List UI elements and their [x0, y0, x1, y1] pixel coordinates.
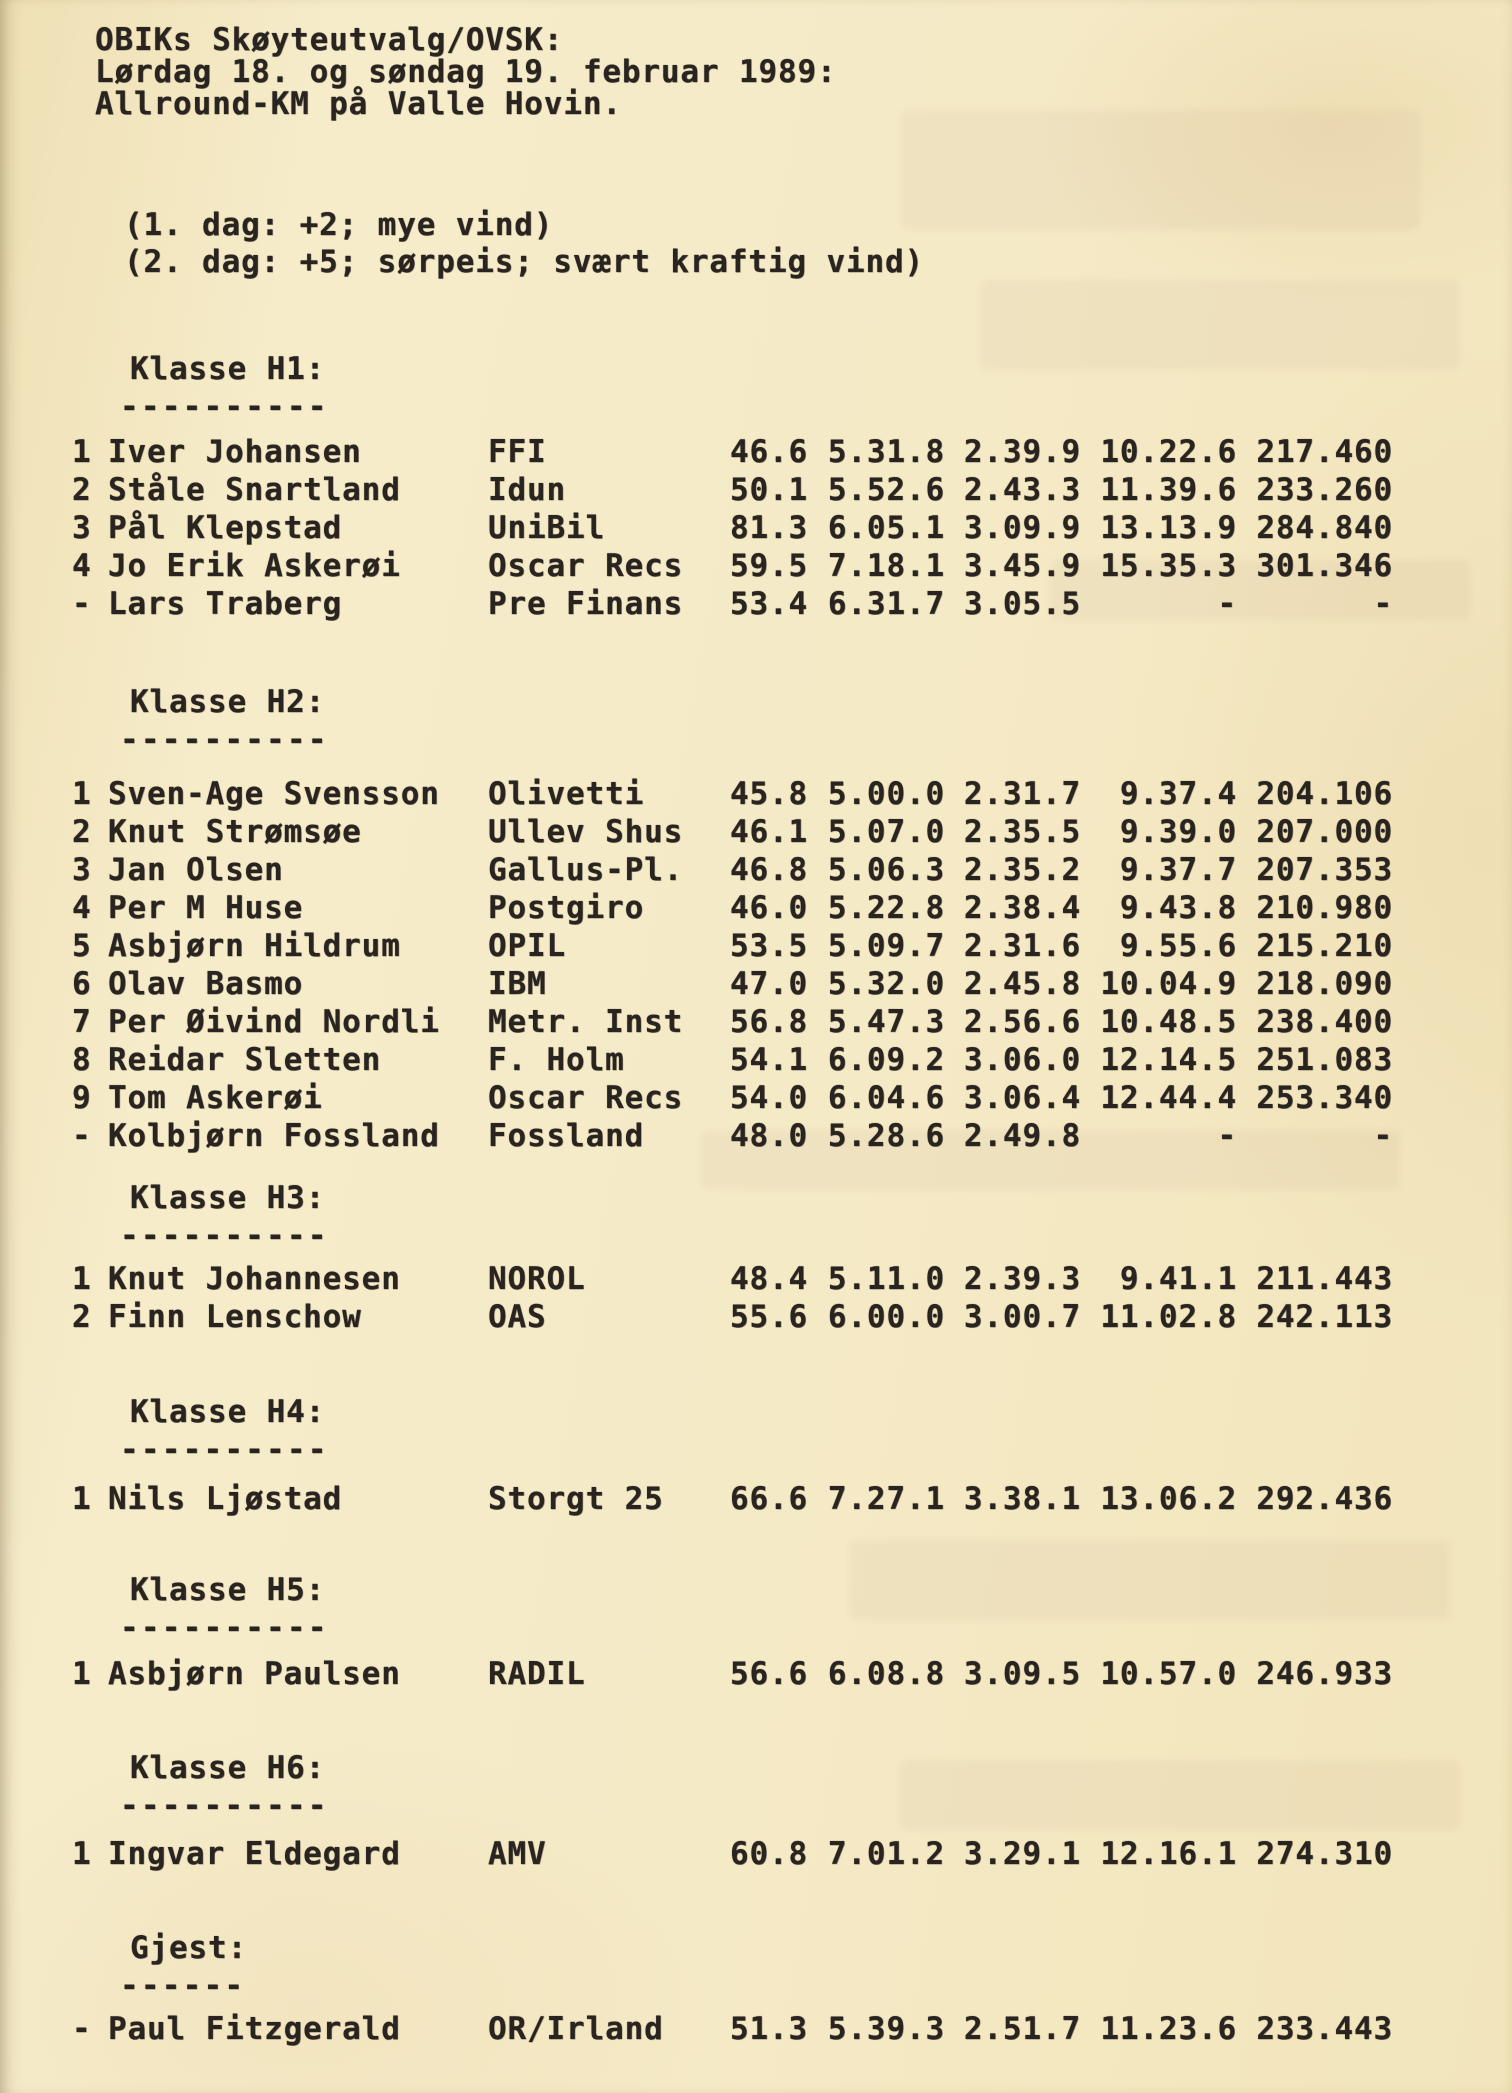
result-row	[72, 851, 1452, 889]
time-4: 9.37.7	[1119, 852, 1237, 888]
skater-name: Asbjørn Paulsen	[108, 1656, 401, 1692]
points: 246.933	[1256, 1656, 1393, 1692]
club: Postgiro	[488, 890, 645, 926]
points: 238.400	[1256, 1004, 1393, 1040]
rank: -	[72, 586, 92, 622]
heading-underline: ------	[120, 1968, 246, 2004]
time-4: 11.23.6	[1100, 2011, 1237, 2047]
time-4: -	[1217, 1118, 1237, 1154]
points: 274.310	[1256, 1836, 1393, 1872]
points: 207.000	[1256, 814, 1393, 850]
time-3: 3.09.9	[963, 510, 1081, 546]
time-3: 3.09.5	[963, 1656, 1081, 1692]
club: IBM	[488, 966, 547, 1002]
results-list	[72, 1655, 1452, 1693]
time-4: 10.48.5	[1100, 1004, 1237, 1040]
result-row	[72, 1079, 1452, 1117]
skater-name: Knut Strømsøe	[108, 814, 362, 850]
class-section-h2	[72, 683, 1452, 1155]
time-1: 46.0	[730, 890, 809, 926]
points: 284.840	[1256, 510, 1393, 546]
time-2: 6.31.7	[827, 586, 945, 622]
time-4: 13.13.9	[1100, 510, 1237, 546]
time-1: 81.3	[730, 510, 809, 546]
points: -	[1373, 1118, 1393, 1154]
club: OPIL	[488, 928, 567, 964]
club: Oscar Recs	[488, 1080, 684, 1116]
class-heading: Klasse H3:	[130, 1180, 326, 1216]
time-3: 3.05.5	[963, 586, 1081, 622]
time-2: 5.07.0	[827, 814, 945, 850]
rank: 1	[72, 1261, 92, 1297]
time-2: 5.52.6	[827, 472, 945, 508]
class-heading: Klasse H5:	[130, 1572, 326, 1608]
result-row	[72, 1298, 1452, 1336]
result-row	[72, 471, 1452, 509]
time-3: 2.38.4	[963, 890, 1081, 926]
club: Metr. Inst	[488, 1004, 684, 1040]
time-4: -	[1217, 586, 1237, 622]
class-heading: Klasse H1:	[130, 351, 326, 387]
time-1: 46.8	[730, 852, 809, 888]
time-3: 3.38.1	[963, 1481, 1081, 1517]
rank: 7	[72, 1004, 92, 1040]
heading-underline: ----------	[120, 1218, 329, 1254]
time-2: 7.18.1	[827, 548, 945, 584]
class-heading: Klasse H6:	[130, 1750, 326, 1786]
time-2: 5.32.0	[827, 966, 945, 1002]
time-2: 5.39.3	[827, 2011, 945, 2047]
heading-underline: ----------	[120, 1432, 329, 1468]
result-row	[72, 547, 1452, 585]
heading-underline: ----------	[120, 1788, 329, 1824]
club: Oscar Recs	[488, 548, 684, 584]
class-section-h4	[72, 1393, 1452, 1518]
time-4: 9.39.0	[1119, 814, 1237, 850]
time-3: 2.39.3	[963, 1261, 1081, 1297]
heading-underline: ----------	[120, 722, 329, 758]
skater-name: Paul Fitzgerald	[108, 2011, 401, 2047]
time-2: 7.27.1	[827, 1481, 945, 1517]
time-2: 5.06.3	[827, 852, 945, 888]
time-1: 66.6	[730, 1481, 809, 1517]
time-1: 46.1	[730, 814, 809, 850]
skater-name: Knut Johannesen	[108, 1261, 401, 1297]
rank: 1	[72, 434, 92, 470]
results-list	[72, 1835, 1452, 1873]
rank: 2	[72, 1299, 92, 1335]
rank: 1	[72, 1656, 92, 1692]
skater-name: Ingvar Eldegard	[108, 1836, 401, 1872]
result-row	[72, 1480, 1452, 1518]
rank: 4	[72, 548, 92, 584]
time-2: 6.09.2	[827, 1042, 945, 1078]
skater-name: Tom Askerøi	[108, 1080, 323, 1116]
class-section-h1	[72, 350, 1452, 623]
points: 233.443	[1256, 2011, 1393, 2047]
time-2: 6.04.6	[827, 1080, 945, 1116]
time-3: 2.45.8	[963, 966, 1081, 1002]
club: NOROL	[488, 1261, 586, 1297]
time-1: 47.0	[730, 966, 809, 1002]
rank: 3	[72, 510, 92, 546]
time-4: 12.14.5	[1100, 1042, 1237, 1078]
time-4: 13.06.2	[1100, 1481, 1237, 1517]
time-4: 12.16.1	[1100, 1836, 1237, 1872]
time-2: 5.28.6	[827, 1118, 945, 1154]
result-row	[72, 433, 1452, 471]
points: 215.210	[1256, 928, 1393, 964]
time-1: 60.8	[730, 1836, 809, 1872]
skater-name: Kolbjørn Fossland	[108, 1118, 440, 1154]
time-1: 56.6	[730, 1656, 809, 1692]
time-4: 11.02.8	[1100, 1299, 1237, 1335]
club: Ullev Shus	[488, 814, 684, 850]
time-1: 59.5	[730, 548, 809, 584]
class-section-h3	[72, 1179, 1452, 1336]
event-date: Lørdag 18. og søndag 19. februar 1989:	[95, 54, 837, 90]
club: AMV	[488, 1836, 547, 1872]
skater-name: Ståle Snartland	[108, 472, 401, 508]
club: Gallus-Pl.	[488, 852, 684, 888]
club: Pre Finans	[488, 586, 684, 622]
time-4: 11.39.6	[1100, 472, 1237, 508]
time-3: 2.35.2	[963, 852, 1081, 888]
time-4: 9.43.8	[1119, 890, 1237, 926]
club: F. Holm	[488, 1042, 625, 1078]
time-2: 6.05.1	[827, 510, 945, 546]
points: 292.436	[1256, 1481, 1393, 1517]
time-4: 10.04.9	[1100, 966, 1237, 1002]
points: 210.980	[1256, 890, 1393, 926]
result-row	[72, 1041, 1452, 1079]
time-4: 9.55.6	[1119, 928, 1237, 964]
skater-name: Per M Huse	[108, 890, 304, 926]
points: 301.346	[1256, 548, 1393, 584]
time-1: 55.6	[730, 1299, 809, 1335]
day1-conditions: (1. dag: +2; mye vind)	[124, 207, 554, 243]
result-row	[72, 813, 1452, 851]
time-4: 10.22.6	[1100, 434, 1237, 470]
time-3: 2.49.8	[963, 1118, 1081, 1154]
points: 217.460	[1256, 434, 1393, 470]
club: RADIL	[488, 1656, 586, 1692]
result-row	[72, 927, 1452, 965]
time-1: 56.8	[730, 1004, 809, 1040]
skater-name: Jan Olsen	[108, 852, 284, 888]
time-1: 54.0	[730, 1080, 809, 1116]
skater-name: Asbjørn Hildrum	[108, 928, 401, 964]
time-4: 10.57.0	[1100, 1656, 1237, 1692]
club: FFI	[488, 434, 547, 470]
rank: 2	[72, 814, 92, 850]
rank: 1	[72, 1836, 92, 1872]
skater-name: Per Øivind Nordli	[108, 1004, 440, 1040]
event-name: Allround-KM på Valle Hovin.	[95, 86, 622, 122]
result-row	[72, 965, 1452, 1003]
time-2: 5.22.8	[827, 890, 945, 926]
rank: 8	[72, 1042, 92, 1078]
time-1: 45.8	[730, 776, 809, 812]
time-3: 2.39.9	[963, 434, 1081, 470]
time-3: 3.45.9	[963, 548, 1081, 584]
heading-underline: ----------	[120, 389, 329, 425]
time-2: 6.00.0	[827, 1299, 945, 1335]
time-1: 50.1	[730, 472, 809, 508]
time-3: 2.31.6	[963, 928, 1081, 964]
results-list	[72, 775, 1452, 1155]
class-heading: Gjest:	[130, 1930, 248, 1966]
points: 204.106	[1256, 776, 1393, 812]
time-3: 3.00.7	[963, 1299, 1081, 1335]
skater-name: Sven-Age Svensson	[108, 776, 440, 812]
points: 207.353	[1256, 852, 1393, 888]
bleed-through-smudge	[900, 110, 1420, 230]
points: 233.260	[1256, 472, 1393, 508]
day2-conditions: (2. dag: +5; sørpeis; svært kraftig vind)	[124, 244, 925, 280]
results-list	[72, 433, 1452, 623]
time-4: 15.35.3	[1100, 548, 1237, 584]
time-1: 51.3	[730, 2011, 809, 2047]
time-3: 3.29.1	[963, 1836, 1081, 1872]
club: Fossland	[488, 1118, 645, 1154]
rank: 9	[72, 1080, 92, 1116]
skater-name: Jo Erik Askerøi	[108, 548, 401, 584]
rank: 3	[72, 852, 92, 888]
skater-name: Iver Johansen	[108, 434, 362, 470]
time-3: 2.56.6	[963, 1004, 1081, 1040]
time-2: 7.01.2	[827, 1836, 945, 1872]
club: Idun	[488, 472, 567, 508]
time-3: 3.06.4	[963, 1080, 1081, 1116]
rank: -	[72, 2011, 92, 2047]
result-row	[72, 1835, 1452, 1873]
skater-name: Nils Ljøstad	[108, 1481, 343, 1517]
result-row	[72, 509, 1452, 547]
rank: 5	[72, 928, 92, 964]
points: 253.340	[1256, 1080, 1393, 1116]
time-1: 46.6	[730, 434, 809, 470]
time-2: 5.09.7	[827, 928, 945, 964]
time-3: 2.51.7	[963, 2011, 1081, 2047]
skater-name: Pål Klepstad	[108, 510, 343, 546]
rank: 1	[72, 776, 92, 812]
time-4: 9.41.1	[1119, 1261, 1237, 1297]
points: 218.090	[1256, 966, 1393, 1002]
results-list	[72, 1260, 1452, 1336]
result-row	[72, 889, 1452, 927]
club: OR/Irland	[488, 2011, 664, 2047]
rank: 4	[72, 890, 92, 926]
result-row	[72, 2010, 1452, 2048]
class-section-h6	[72, 1749, 1452, 1873]
skater-name: Reidar Sletten	[108, 1042, 382, 1078]
result-row	[72, 1117, 1452, 1155]
org-title: OBIKs Skøyteutvalg/OVSK:	[95, 22, 564, 58]
points: 242.113	[1256, 1299, 1393, 1335]
class-heading: Klasse H2:	[130, 684, 326, 720]
heading-underline: ----------	[120, 1610, 329, 1646]
time-2: 5.00.0	[827, 776, 945, 812]
document-header	[95, 24, 837, 120]
rank: 1	[72, 1481, 92, 1517]
club: OAS	[488, 1299, 547, 1335]
rank: -	[72, 1118, 92, 1154]
time-3: 3.06.0	[963, 1042, 1081, 1078]
weather-conditions	[124, 207, 924, 281]
skater-name: Finn Lenschow	[108, 1299, 362, 1335]
result-row	[72, 775, 1452, 813]
points: 251.083	[1256, 1042, 1393, 1078]
guest-section	[72, 1929, 1452, 2048]
club: Storgt 25	[488, 1481, 664, 1517]
skater-name: Lars Traberg	[108, 586, 343, 622]
time-2: 5.47.3	[827, 1004, 945, 1040]
skater-name: Olav Basmo	[108, 966, 304, 1002]
time-2: 5.31.8	[827, 434, 945, 470]
time-2: 6.08.8	[827, 1656, 945, 1692]
result-row	[72, 585, 1452, 623]
time-3: 2.43.3	[963, 472, 1081, 508]
club: UniBil	[488, 510, 606, 546]
time-4: 9.37.4	[1119, 776, 1237, 812]
club: Olivetti	[488, 776, 645, 812]
result-row	[72, 1003, 1452, 1041]
rank: 6	[72, 966, 92, 1002]
results-list	[72, 2010, 1452, 2048]
time-1: 53.4	[730, 586, 809, 622]
time-3: 2.31.7	[963, 776, 1081, 812]
time-1: 53.5	[730, 928, 809, 964]
results-list	[72, 1480, 1452, 1518]
result-row	[72, 1655, 1452, 1693]
time-2: 5.11.0	[827, 1261, 945, 1297]
points: 211.443	[1256, 1261, 1393, 1297]
class-section-h5	[72, 1571, 1452, 1693]
time-1: 48.4	[730, 1261, 809, 1297]
time-1: 54.1	[730, 1042, 809, 1078]
points: -	[1373, 586, 1393, 622]
rank: 2	[72, 472, 92, 508]
time-4: 12.44.4	[1100, 1080, 1237, 1116]
class-heading: Klasse H4:	[130, 1394, 326, 1430]
time-3: 2.35.5	[963, 814, 1081, 850]
result-row	[72, 1260, 1452, 1298]
time-1: 48.0	[730, 1118, 809, 1154]
